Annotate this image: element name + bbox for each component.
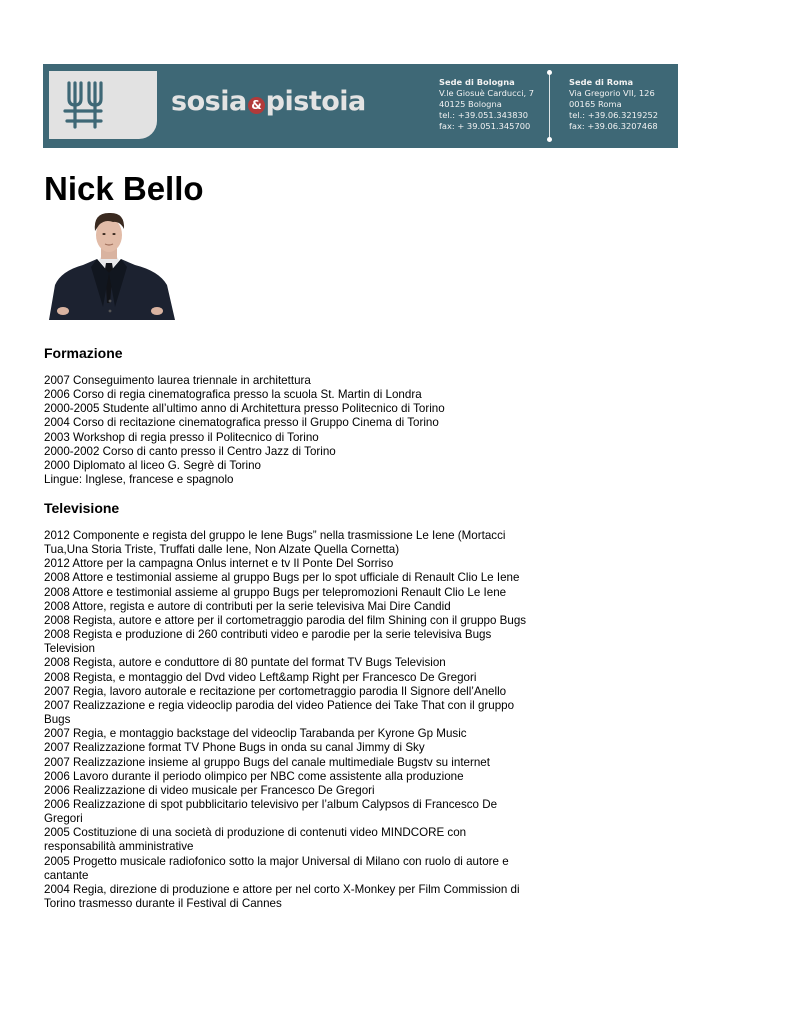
list-item: 2007 Realizzazione insieme al gruppo Bugs del canale multimediale Bugstv su internet: [44, 755, 490, 769]
brand-name-right: pistoia: [265, 86, 366, 117]
list-item: 2007 Realizzazione e regia videoclip parodia del video Patience dei Take That con il gruppo: [44, 698, 515, 712]
office-phone: tel.: +39.06.3219252: [569, 110, 659, 120]
list-item: Television: [44, 642, 95, 656]
list-item: 2008 Attore e testimonial assieme al gruppo Bugs per lo spot ufficiale di Renault Clio Le Iene: [44, 571, 520, 585]
list-item: 2008 Attore, regista e autore di contributi per la serie televisiva Mai Dire Candid: [44, 599, 451, 613]
office-divider: [549, 72, 550, 140]
list-item: 2000-2002 Corso di canto presso il Centro Jazz di Torino: [44, 444, 336, 458]
list-item: responsabilità amministrative: [44, 840, 194, 854]
office-phone: tel.: +39.051.343830: [439, 110, 529, 120]
list-item: 2008 Attore e testimonial assieme al gruppo Bugs per telepromozioni Renault Clio Le Iene: [44, 585, 507, 599]
fork-logo-icon: [49, 71, 157, 139]
list-item: Bugs: [44, 713, 71, 727]
office-city: 40125 Bologna: [439, 99, 502, 109]
list-item: 2003 Workshop di regia presso il Politecnico di Torino: [44, 430, 319, 444]
list-item: 2005 Costituzione di una società di produzione di contenuti video MINDCORE con: [44, 826, 467, 840]
letterhead-banner: [43, 64, 678, 148]
profile-photo: [47, 207, 178, 320]
office-address: V.le Giosuè Carducci, 7: [439, 88, 535, 98]
divider-dot: [547, 70, 552, 75]
divider-dot: [547, 137, 552, 142]
list-item: 2006 Lavoro durante il periodo olimpico per NBC come assistente alla produzione: [44, 769, 464, 783]
list-item: Lingue: Inglese, francese e spagnolo: [44, 473, 234, 487]
list-item: 2007 Conseguimento laurea triennale in architettura: [44, 374, 311, 387]
office-bologna: [439, 77, 534, 132]
list-item: 2004 Corso di recitazione cinematografica presso il Gruppo Cinema di Torino: [44, 416, 439, 430]
brand-wordmark: [171, 86, 366, 117]
brand-ampersand: &: [248, 97, 265, 114]
section-title-televisione: Televisione: [44, 500, 120, 516]
list-item: 2000 Diplomato al liceo G. Segrè di Torino: [44, 458, 261, 472]
televisione-list: [44, 529, 544, 911]
list-item: Gregori: [44, 812, 83, 826]
list-item: 2005 Progetto musicale radiofonico sotto la major Universal di Milano con ruolo di autore e: [44, 854, 509, 868]
list-item: 2004 Regia, direzione di produzione e attore per nel corto X-Monkey per Film Commission di: [44, 882, 520, 896]
list-item: 2008 Regista e produzione di 260 contributi video e parodie per la serie televisiva Bugs: [44, 628, 492, 642]
list-item: 2007 Realizzazione format TV Phone Bugs in onda su canal Jimmy di Sky: [44, 741, 425, 755]
list-item: Tua,Una Storia Triste, Truffati dalle Iene, Non Alzate Quella Cornetta): [44, 543, 400, 557]
profile-name: Nick Bello: [44, 170, 204, 207]
list-item: 2008 Regista, autore e attore per il cortometraggio parodia del film Shining con il gruppo Bugs: [44, 613, 527, 627]
formazione-list: [44, 374, 544, 487]
office-address: Via Gregorio VII, 126: [569, 88, 655, 98]
company-logo: [49, 71, 157, 139]
list-item: 2006 Corso di regia cinematografica presso la scuola St. Martin di Londra: [44, 388, 422, 402]
list-item: 2006 Realizzazione di video musicale per Francesco De Gregori: [44, 783, 375, 797]
office-fax: fax: +39.06.3207468: [569, 121, 658, 131]
list-item: 2006 Realizzazione di spot pubblicitario televisivo per l’album Calypsos di Francesco De: [44, 797, 498, 811]
list-item: 2012 Componente e regista del gruppo le Iene Bugs” nella trasmissione Le Iene (Mortacci: [44, 529, 506, 542]
section-title-formazione: Formazione: [44, 345, 123, 361]
list-item: cantante: [44, 868, 89, 882]
list-item: 2007 Regia, lavoro autorale e recitazione per cortometraggio parodia Il Signore dell’Anello: [44, 684, 507, 698]
office-city: 00165 Roma: [569, 99, 622, 109]
list-item: 2007 Regia, e montaggio backstage del videoclip Tarabanda per Kyrone Gp Music: [44, 727, 467, 741]
office-fax: fax: + 39.051.345700: [439, 121, 531, 131]
office-roma: [569, 77, 658, 132]
list-item: 2012 Attore per la campagna Onlus internet e tv Il Ponte Del Sorriso: [44, 557, 394, 571]
list-item: 2000-2005 Studente all’ultimo anno di Architettura presso Politecnico di Torino: [44, 402, 445, 416]
office-title: Sede di Roma: [569, 77, 634, 87]
person-portrait-icon: [47, 207, 178, 320]
list-item: 2008 Regista, e montaggio del Dvd video Left&amp Right per Francesco De Gregori: [44, 670, 477, 684]
office-title: Sede di Bologna: [439, 77, 515, 87]
brand-name-left: sosia: [171, 86, 247, 117]
list-item: 2008 Regista, autore e conduttore di 80 puntate del format TV Bugs Television: [44, 656, 446, 670]
list-item: Torino trasmesso durante il Festival di Cannes: [44, 897, 282, 911]
